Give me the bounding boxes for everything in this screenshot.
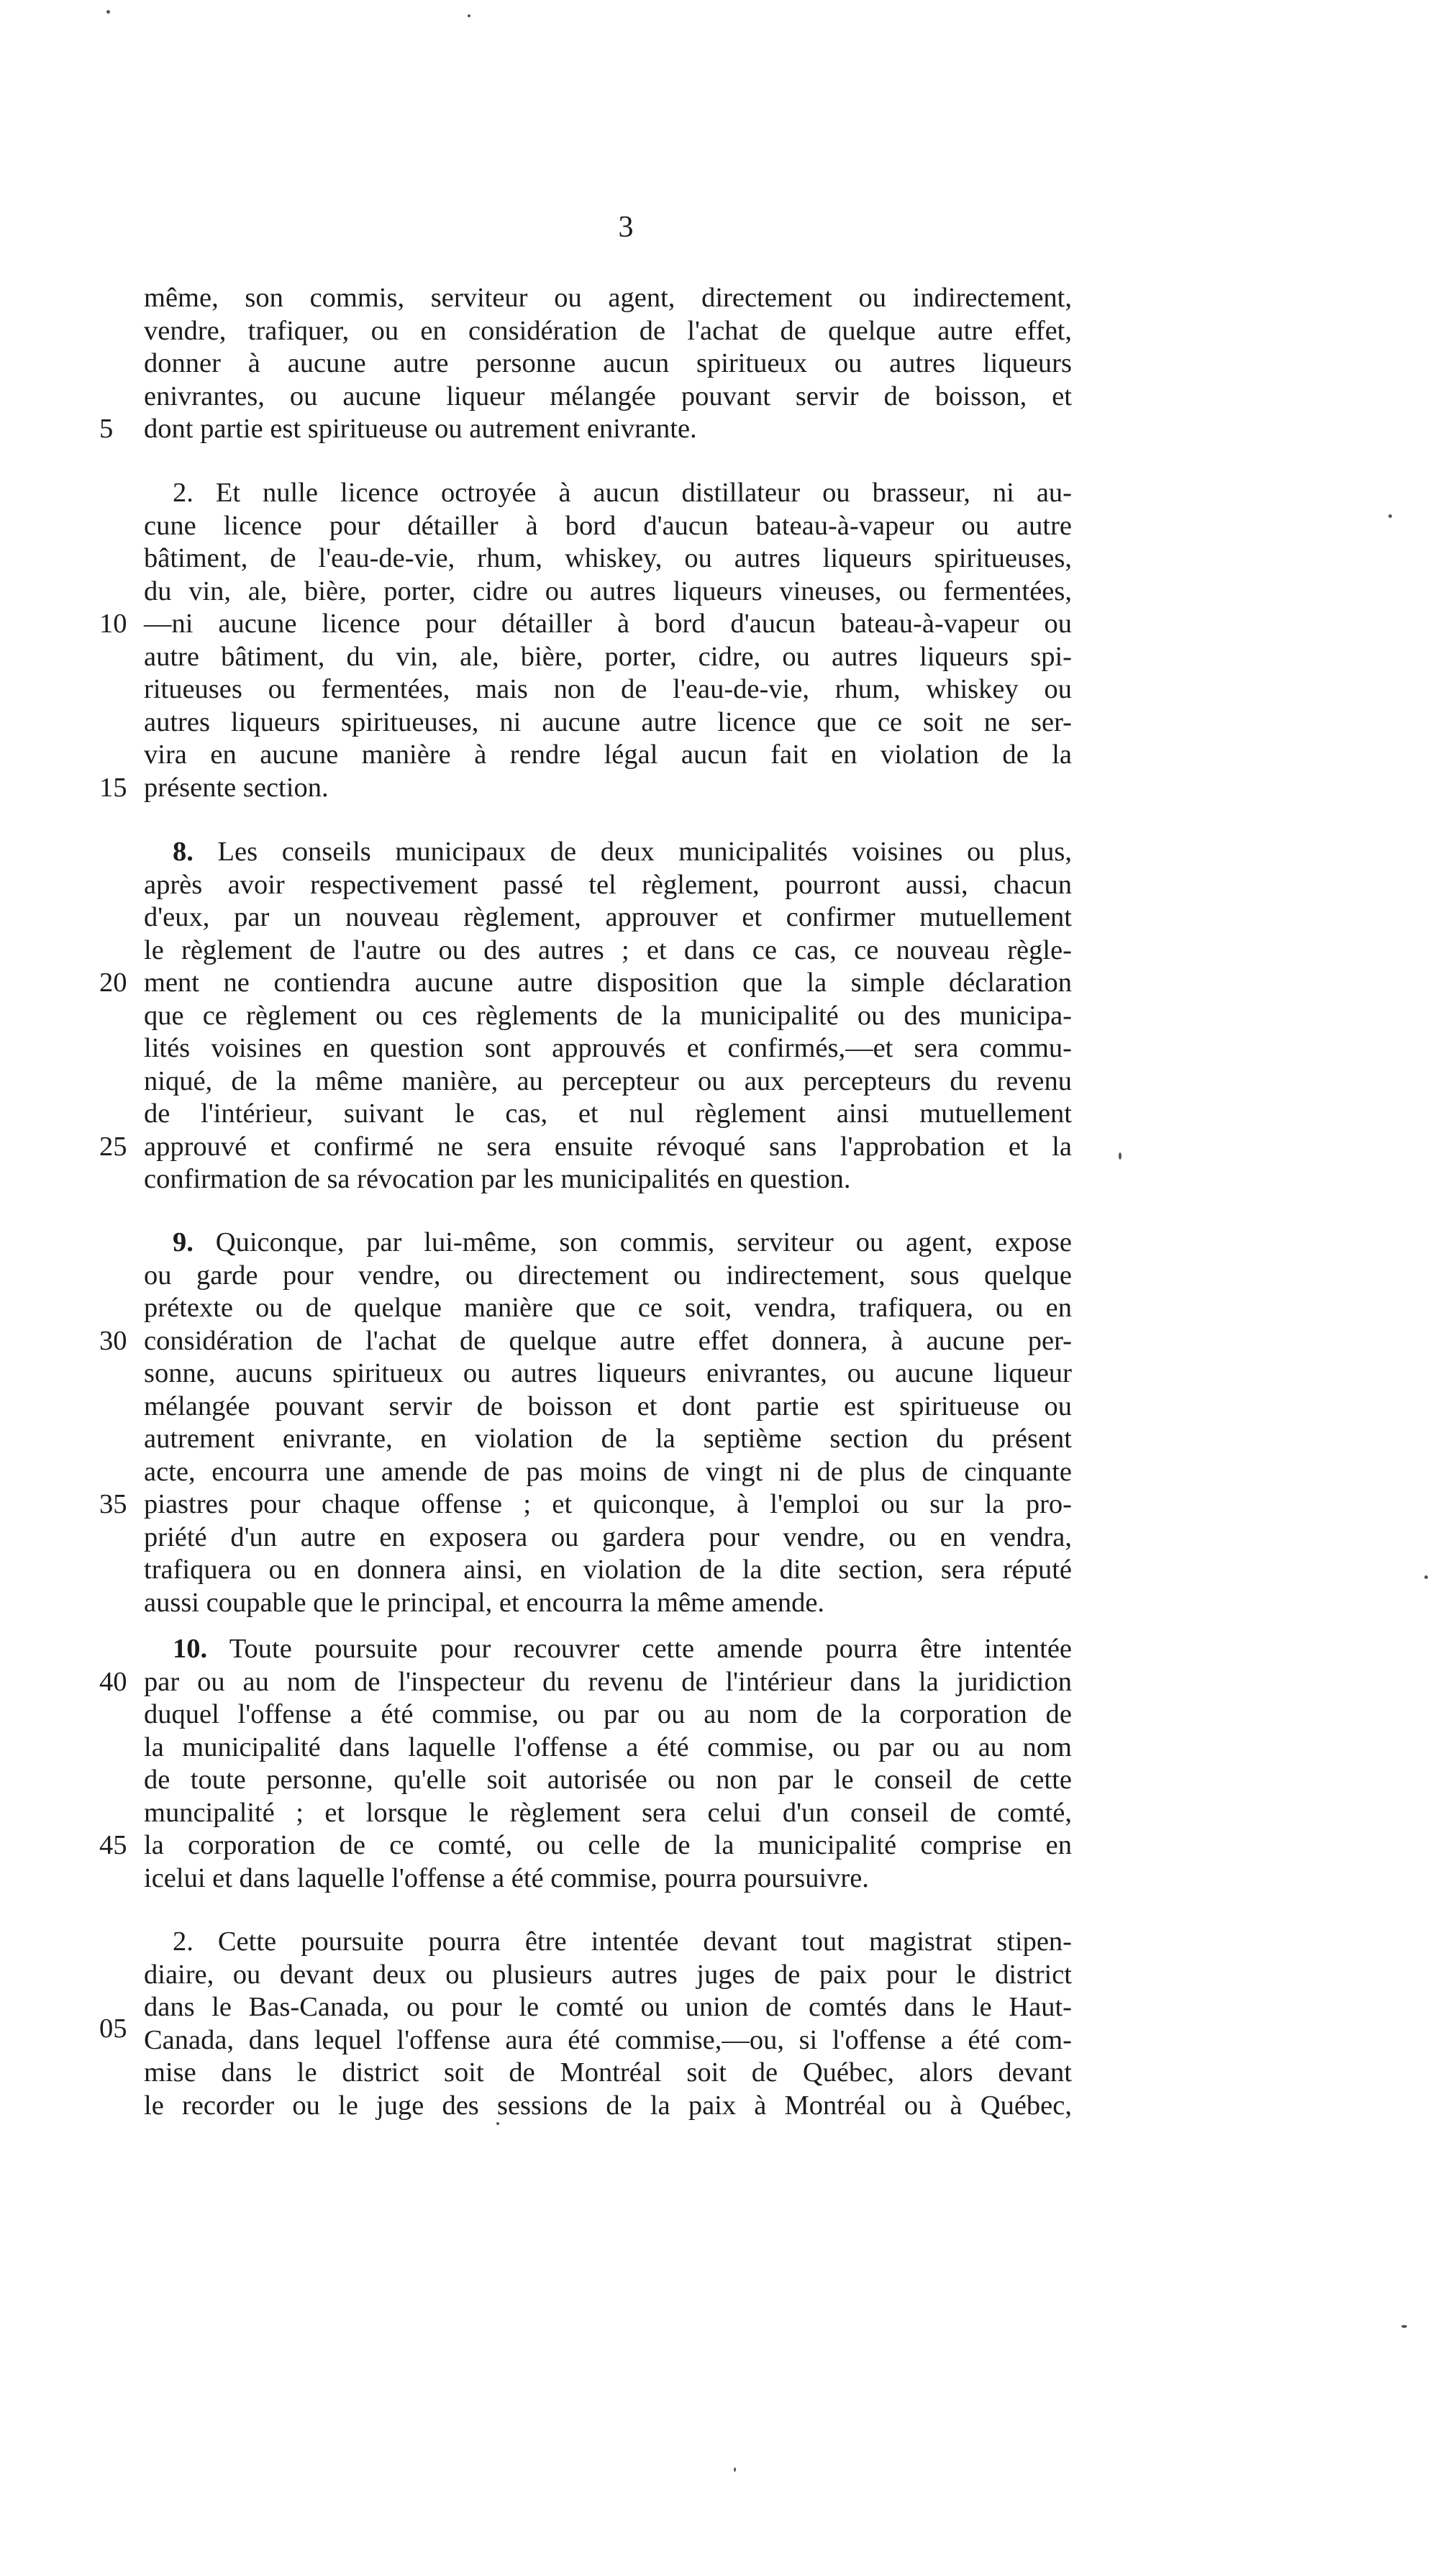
section-number: 9. <box>173 1227 194 1257</box>
scan-speck <box>1401 2325 1407 2328</box>
text-line <box>144 1554 1072 1587</box>
text-line <box>144 836 1072 869</box>
line-number: 20 <box>99 968 127 998</box>
text-line <box>144 1797 1072 1830</box>
line-text: approuvé et confirmé ne sera ensuite révoqué sans l'approbation et la <box>144 1131 1072 1162</box>
text-line <box>144 2090 1072 2123</box>
line-number: 25 <box>99 1131 127 1162</box>
text-line <box>144 1000 1072 1033</box>
paragraph-6 <box>99 1926 1072 2122</box>
text-line <box>144 1065 1072 1098</box>
text-line <box>144 1521 1072 1555</box>
line-text: cune licence pour détailler à bord d'aucun bateau-à-vapeur ou autre <box>144 510 1072 541</box>
text-line <box>144 477 1072 510</box>
text-line <box>144 1732 1072 1765</box>
line-text: ment ne contiendra aucune autre disposition que la simple déclaration <box>144 968 1072 998</box>
line-text: 10. Toute poursuite pour recouvrer cette amende pourra être intentée <box>173 1634 1072 1664</box>
text-line <box>99 1488 1072 1521</box>
line-number: 15 <box>99 772 127 803</box>
line-text: niqué, de la même manière, au percepteur ou aux percepteurs du revenu <box>144 1065 1072 1096</box>
text-line <box>144 510 1072 543</box>
paragraph-5 <box>99 1633 1072 1895</box>
line-text: vira en aucune manière à rendre légal aucun fait en violation de la <box>144 740 1072 770</box>
line-text: priété d'un autre en exposera ou gardera pour vendre, ou en vendra, <box>144 1521 1072 1552</box>
text-line <box>144 1292 1072 1325</box>
line-text: vendre, trafiquer, ou en considération de l'achat de quelque autre effet, <box>144 315 1072 346</box>
text-line <box>144 1587 1072 1620</box>
text-line <box>144 347 1072 381</box>
scan-speck <box>106 10 110 14</box>
text-line <box>144 934 1072 968</box>
line-text: 2. Cette poursuite pourra être intentée devant tout magistrat stipen- <box>173 1926 1072 1957</box>
text-line <box>144 1227 1072 1260</box>
line-text: muncipalité ; et lorsque le règlement sera celui d'un conseil de comté, <box>144 1797 1072 1828</box>
text-line <box>99 1829 1072 1862</box>
line-text: trafiquera ou en donnera ainsi, en violation de la dite section, sera réputé <box>144 1555 1072 1585</box>
line-number: 45 <box>99 1830 127 1860</box>
scan-speck <box>1388 514 1392 518</box>
line-text: confirmation de sa révocation par les municipalités en question. <box>144 1164 851 1194</box>
paragraph-2 <box>99 477 1072 804</box>
line-text: dans le Bas-Canada, ou pour le comté ou union de comtés dans le Haut- <box>144 1992 1072 2022</box>
text-line <box>99 2013 1072 2057</box>
text-line <box>144 1698 1072 1732</box>
line-text: bâtiment, de l'eau-de-vie, rhum, whiskey, ou autres liqueurs spiritueuses, <box>144 543 1072 573</box>
text-line <box>99 1666 1072 1699</box>
line-text: mise dans le district soit de Montréal soit de Québec, alors devant <box>144 2057 1072 2088</box>
text-line <box>144 1926 1072 1959</box>
line-text: la corporation de ce comté, ou celle de la municipalité comprise en <box>144 1830 1072 1860</box>
text-line <box>144 1391 1072 1424</box>
line-text: ritueuses ou fermentées, mais non de l'eau-de-vie, rhum, whiskey ou <box>144 674 1072 704</box>
text-line <box>144 1456 1072 1489</box>
text-line <box>144 1764 1072 1797</box>
text-line <box>144 315 1072 348</box>
line-text: d'eux, par un nouveau règlement, approuver et confirmer mutuellement <box>144 902 1072 932</box>
line-text: du vin, ale, bière, porter, cidre ou autres liqueurs vineuses, ou fermentées, <box>144 575 1072 606</box>
text-line <box>144 1862 1072 1896</box>
line-text: autre bâtiment, du vin, ale, bière, porter, cidre, ou autres liqueurs spi- <box>144 641 1072 672</box>
text-line <box>144 542 1072 575</box>
line-text: mélangée pouvant servir de boisson et dont partie est spiritueuse ou <box>144 1391 1072 1421</box>
text-line <box>144 869 1072 902</box>
line-text: autrement enivrante, en violation de la septième section du présent <box>144 1424 1072 1454</box>
line-text: 2. Et nulle licence octroyée à aucun distillateur ou brasseur, ni au- <box>173 478 1072 508</box>
line-text: enivrantes, ou aucune liqueur mélangée pouvant servir de boisson, et <box>144 381 1072 411</box>
text-line <box>144 1260 1072 1293</box>
line-text: piastres pour chaque offense ; et quiconque, à l'emploi ou sur la pro- <box>144 1489 1072 1519</box>
text-line <box>144 1959 1072 1992</box>
text-line <box>99 1325 1072 1358</box>
text-line <box>99 1131 1072 1164</box>
line-number: 30 <box>99 1325 127 1356</box>
text-line <box>144 706 1072 740</box>
scan-speck <box>1424 1575 1428 1579</box>
line-text: le recorder ou le juge des sessions de la paix à Montréal ou à Québec, <box>144 2090 1072 2121</box>
text-line <box>144 2057 1072 2090</box>
text-line <box>144 1991 1072 2024</box>
scan-speck <box>734 2467 736 2472</box>
text-line <box>144 739 1072 772</box>
line-text: de toute personne, qu'elle soit autorisée ou non par le conseil de cette <box>144 1765 1072 1795</box>
text-line <box>144 575 1072 609</box>
line-text: Canada, dans lequel l'offense aura été commise,—ou, si l'offense a été com- <box>144 2024 1072 2055</box>
text-line <box>144 282 1072 315</box>
line-text: la municipalité dans laquelle l'offense a été commise, ou par ou au nom <box>144 1732 1072 1762</box>
text-line <box>144 1423 1072 1456</box>
text-line <box>144 641 1072 674</box>
line-text: par ou au nom de l'inspecteur du revenu de l'intérieur dans la juridiction <box>144 1666 1072 1697</box>
text-line <box>99 608 1072 641</box>
text-line <box>144 901 1072 934</box>
line-text: ou garde pour vendre, ou directement ou indirectement, sous quelque <box>144 1260 1072 1291</box>
line-text: duquel l'offense a été commise, ou par ou au nom de la corporation de <box>144 1699 1072 1729</box>
line-text: présente section. <box>144 772 329 803</box>
text-line <box>144 1098 1072 1131</box>
line-text: acte, encourra une amende de pas moins de vingt ni de plus de cinquante <box>144 1456 1072 1487</box>
paragraph-1 <box>99 282 1072 446</box>
paragraph-4 <box>99 1227 1072 1619</box>
line-text: même, son commis, serviteur ou agent, directement ou indirectement, <box>144 283 1072 313</box>
line-number: 10 <box>99 609 127 639</box>
line-number: 5 <box>99 414 114 444</box>
text-line <box>144 1032 1072 1065</box>
line-text: considération de l'achat de quelque autre effet donnera, à aucune per- <box>144 1325 1072 1356</box>
line-text: que ce règlement ou ces règlements de la municipalité ou des municipa- <box>144 1000 1072 1031</box>
scan-speck <box>1119 1152 1121 1160</box>
line-text: 8. Les conseils municipaux de deux municipalités voisines ou plus, <box>173 837 1072 867</box>
line-number: 35 <box>99 1489 127 1519</box>
text-line <box>99 413 1072 446</box>
line-text: 9. Quiconque, par lui-même, son commis, serviteur ou agent, expose <box>173 1227 1072 1257</box>
scan-speck <box>496 2122 499 2125</box>
text-line <box>144 1163 1072 1196</box>
line-text: aussi coupable que le principal, et encourra la même amende. <box>144 1587 825 1618</box>
text-line <box>99 967 1072 1000</box>
page-number: 3 <box>618 211 634 244</box>
line-text: le règlement de l'autre ou des autres ; et dans ce cas, ce nouveau règle- <box>144 934 1072 965</box>
line-text: prétexte ou de quelque manière que ce soit, vendra, trafiquera, ou en <box>144 1293 1072 1323</box>
line-text: dont partie est spiritueuse ou autrement enivrante. <box>144 414 697 444</box>
line-text: —ni aucune licence pour détailler à bord d'aucun bateau-à-vapeur ou <box>144 609 1072 639</box>
text-line <box>144 1357 1072 1391</box>
line-text: après avoir respectivement passé tel règlement, pourront aussi, chacun <box>144 869 1072 900</box>
line-text: icelui et dans laquelle l'offense a été commise, pourra poursuivre. <box>144 1862 869 1893</box>
section-number: 8. <box>173 837 194 867</box>
line-number: 40 <box>99 1666 127 1697</box>
scan-speck <box>468 14 470 17</box>
paragraph-3 <box>99 836 1072 1196</box>
line-text: sonne, aucuns spiritueux ou autres liqueurs enivrantes, ou aucune liqueur <box>144 1358 1072 1388</box>
section-number: 10. <box>173 1634 208 1664</box>
text-line <box>144 673 1072 706</box>
text-line <box>99 772 1072 805</box>
line-text: de l'intérieur, suivant le cas, et nul règlement ainsi mutuellement <box>144 1098 1072 1129</box>
text-line <box>144 1633 1072 1666</box>
line-number: 05 <box>99 2013 127 2044</box>
line-text: lités voisines en question sont approuvés et confirmés,—et sera commu- <box>144 1033 1072 1063</box>
line-text: donner à aucune autre personne aucun spiritueux ou autres liqueurs <box>144 348 1072 378</box>
line-text: diaire, ou devant deux ou plusieurs autres juges de paix pour le district <box>144 1959 1072 1990</box>
line-text: autres liqueurs spiritueuses, ni aucune autre licence que ce soit ne ser- <box>144 706 1072 737</box>
text-line <box>144 381 1072 414</box>
